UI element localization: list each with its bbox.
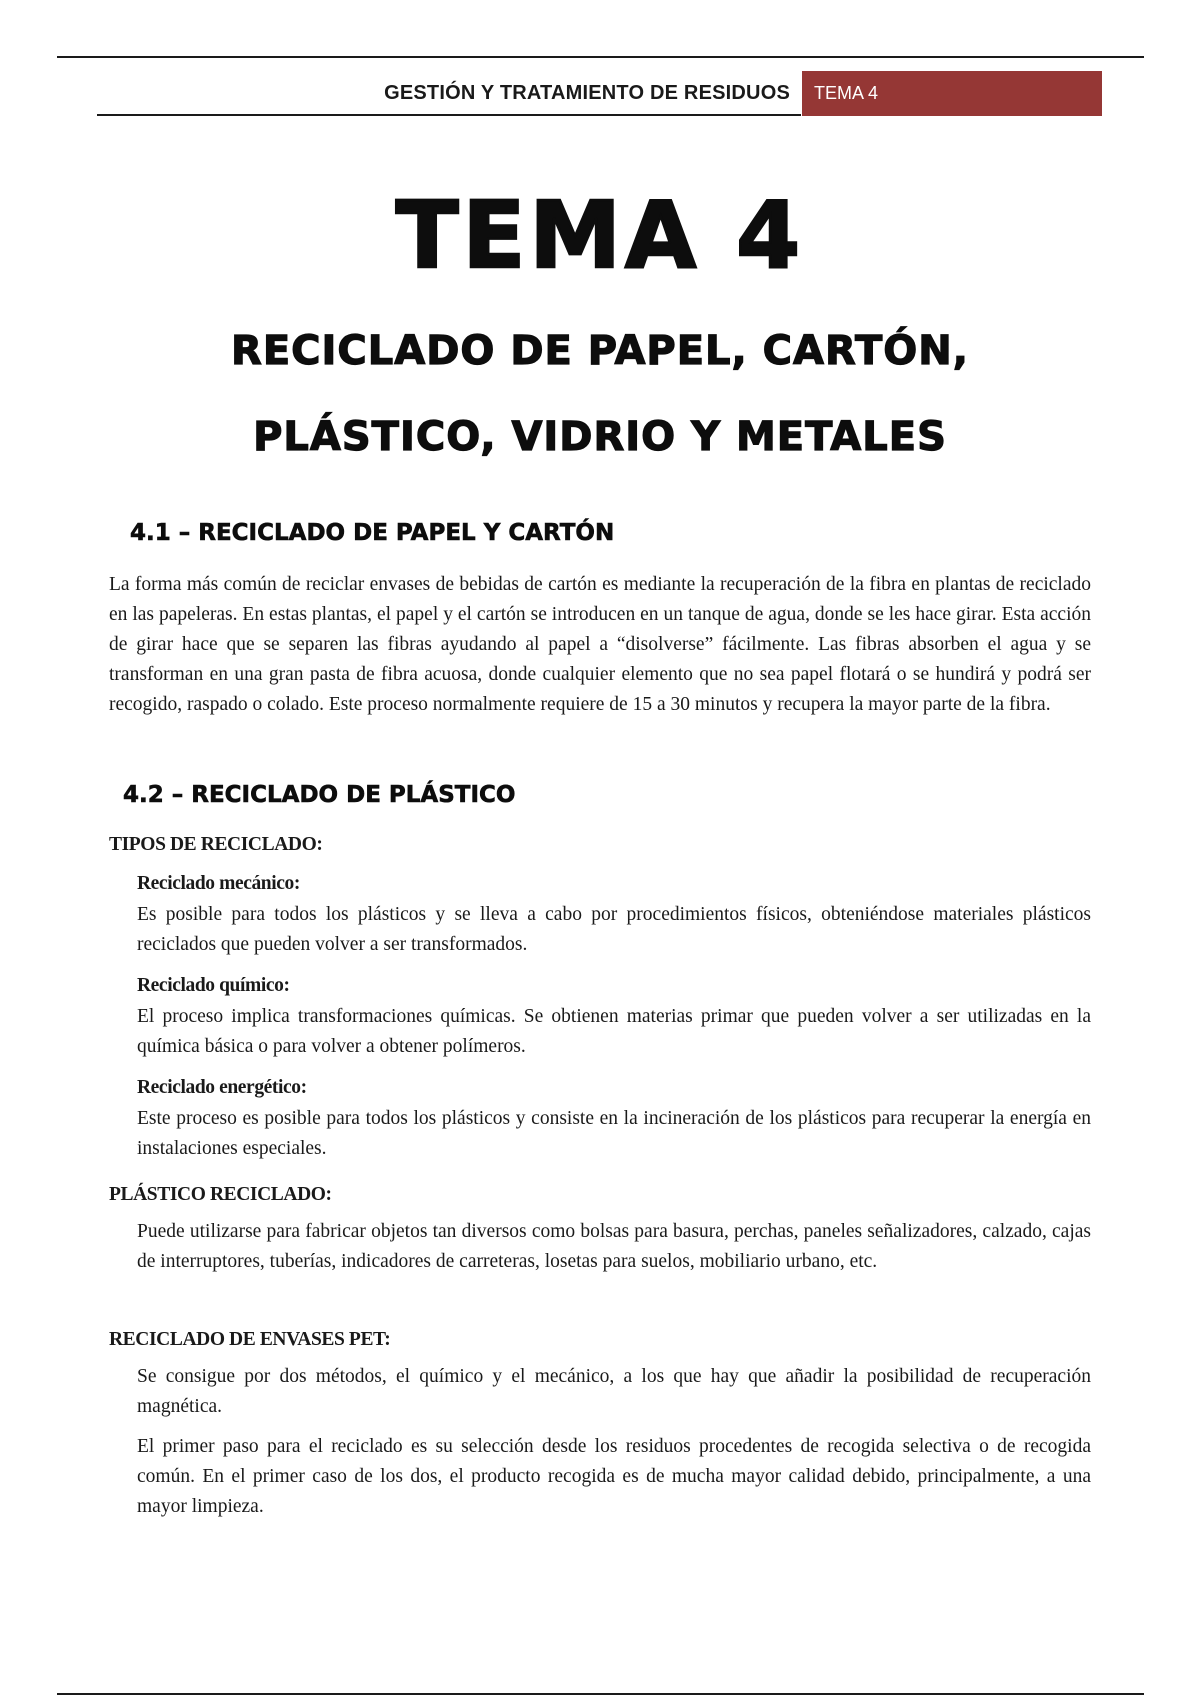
reciclado-mecanico-text: Es posible para todos los plásticos y se lleva a cabo por procedimientos físicos, obteniéndose materiales plásticos reciclados que pueden volver a ser transformados.: [137, 904, 1091, 955]
page-title: TEMA 4: [395, 182, 805, 289]
header-title: GESTIÓN Y TRATAMIENTO DE RESIDUOS: [384, 82, 790, 104]
section-4-1-paragraph: La forma más común de reciclar envases de bebidas de cartón es mediante la recuperación de la fibra en plantas de reciclado en las papeleras. En estas plantas, el papel y el cartón se introducen en un tanque de agua, donde se les hace girar. Esta acción de girar hace que se separen las fibras ayudando al papel a “disolverse” fácilmente. Las fibras absorben el agua y se transforman en una gran pasta de fibra acuosa, donde cualquier elemento que no sea papel flotará o se hundirá y podrá ser recogido, raspado o colado. Este proceso normalmente requiere de 15 a 30 minutos y recupera la mayor parte de la fibra.: [109, 574, 1091, 715]
reciclado-quimico-text: El proceso implica transformaciones químicas. Se obtienen materias primar que pueden volver a ser utilizadas en la química básica o para volver a obtener polímeros.: [137, 1006, 1091, 1057]
section-heading-4-2: 4.2 – RECICLADO DE PLÁSTICO: [123, 782, 516, 808]
header-rule: [97, 114, 801, 116]
plastico-reciclado-label: PLÁSTICO RECICLADO:: [109, 1184, 332, 1205]
reciclado-pet-text-2: El primer paso para el reciclado es su selección desde los residuos procedentes de recogida selectiva o de recogida común. En el primer caso de los dos, el producto recogida es de mucha mayor calidad debido, principalmente, a una mayor limpieza.: [137, 1436, 1091, 1517]
reciclado-energetico-label: Reciclado energético:: [137, 1077, 307, 1098]
header-tab: TEMA 4: [802, 71, 1102, 116]
page-subtitle-line-2: PLÁSTICO, VIDRIO Y METALES: [253, 414, 947, 460]
reciclado-pet-label: RECICLADO DE ENVASES PET:: [109, 1329, 391, 1350]
reciclado-pet-text-1: Se consigue por dos métodos, el químico y el mecánico, a los que hay que añadir la posibilidad de recuperación magnética.: [137, 1366, 1091, 1417]
top-rule: [57, 56, 1144, 58]
reciclado-quimico-label: Reciclado químico:: [137, 975, 290, 996]
plastico-reciclado-text: Puede utilizarse para fabricar objetos tan diversos como bolsas para basura, perchas, paneles señalizadores, calzado, cajas de interruptores, tuberías, indicadores de carreteras, losetas para suelos, mobiliario urbano, etc.: [137, 1221, 1091, 1272]
reciclado-energetico-text: Este proceso es posible para todos los plásticos y consiste en la incineración de los plásticos para recuperar la energía en instalaciones especiales.: [137, 1108, 1091, 1159]
reciclado-mecanico-label: Reciclado mecánico:: [137, 873, 300, 894]
page-subtitle-line-1: RECICLADO DE PAPEL, CARTÓN,: [231, 328, 969, 374]
tipos-reciclado-label: TIPOS DE RECICLADO:: [109, 834, 323, 855]
section-heading-4-1: 4.1 – RECICLADO DE PAPEL Y CARTÓN: [130, 520, 615, 546]
bottom-rule: [57, 1693, 1144, 1695]
